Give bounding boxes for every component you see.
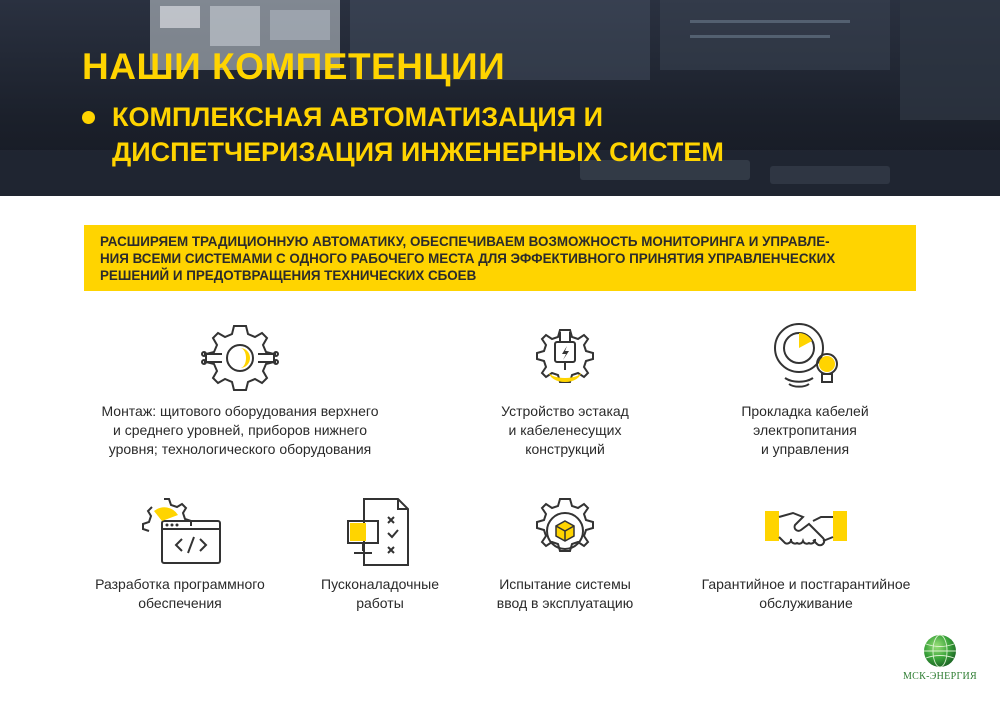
subtitle-line: ДИСПЕТЧЕРИЗАЦИЯ ИНЖЕНЕРНЫХ СИСТЕМ [112,137,724,167]
company-logo [900,634,980,682]
gear-code-window-icon [134,495,226,569]
caption-line: работы [356,595,404,611]
handshake-icon [761,495,851,569]
service-item-installation [60,320,420,459]
caption-line: и кабеленесущих [508,422,622,438]
checklist-computer-icon [342,495,418,569]
caption-line: Испытание системы [499,576,631,592]
service-caption [60,402,420,459]
service-caption [300,575,460,613]
caption-line: конструкций [525,441,605,457]
service-item-software [70,495,290,613]
gauge-bulb-icon [765,320,845,396]
caption-line: Монтаж: щитового оборудования верхнего [101,403,379,419]
bullet-dot [82,111,95,124]
intro-text-line: НИЯ ВСЕМИ СИСТЕМАМИ С ОДНОГО РАБОЧЕГО МЕСТА ДЛЯ ЭФФЕКТИВНОГО ПРИНЯТИЯ УПРАВЛЕНЧЕСКИХ [100,251,836,266]
caption-line: Прокладка кабелей [741,403,869,419]
company-name: МСК-ЭНЕРГИЯ [902,671,978,682]
gear-cube-icon [527,495,603,569]
service-item-commissioning [300,495,460,613]
caption-line: Пусконаладочные [321,576,439,592]
intro-text-line: РАСШИРЯЕМ ТРАДИЦИОННУЮ АВТОМАТИКУ, ОБЕСПЕЧИВАЕМ ВОЗМОЖНОСТЬ МОНИТОРИНГА И УПРАВЛЕ- [100,234,830,249]
page-title: НАШИ КОМПЕТЕНЦИИ [82,46,506,87]
header-banner [0,0,1000,196]
intro-banner [84,225,916,291]
service-caption [70,575,290,613]
gear-plug-icon [527,320,603,396]
globe-logo-icon [923,634,957,668]
service-caption [470,575,660,613]
service-caption [710,402,900,459]
intro-text-line: РЕШЕНИЙ И ПРЕДОТВРАЩЕНИЯ ТЕХНИЧЕСКИХ СБОЕВ [100,268,477,283]
caption-line: электропитания [753,422,857,438]
service-item-racks [470,320,660,459]
caption-line: и среднего уровней, приборов нижнего [112,422,368,438]
gear-circuit-icon [200,320,280,396]
caption-line: обслуживание [759,595,853,611]
caption-line: ввод в эксплуатацию [496,595,634,611]
caption-line: Разработка программного [95,576,265,592]
service-item-testing [470,495,660,613]
service-item-cabling [710,320,900,459]
subtitle-line: КОМПЛЕКСНАЯ АВТОМАТИЗАЦИЯ И [112,102,604,132]
caption-line: Гарантийное и постгарантийное [701,576,911,592]
caption-line: обеспечения [138,595,222,611]
service-caption [676,575,936,613]
caption-line: Устройство эстакад [501,403,629,419]
service-item-warranty [676,495,936,613]
caption-line: уровня; технологического оборудования [108,441,372,457]
service-caption [470,402,660,459]
caption-line: и управления [760,441,850,457]
